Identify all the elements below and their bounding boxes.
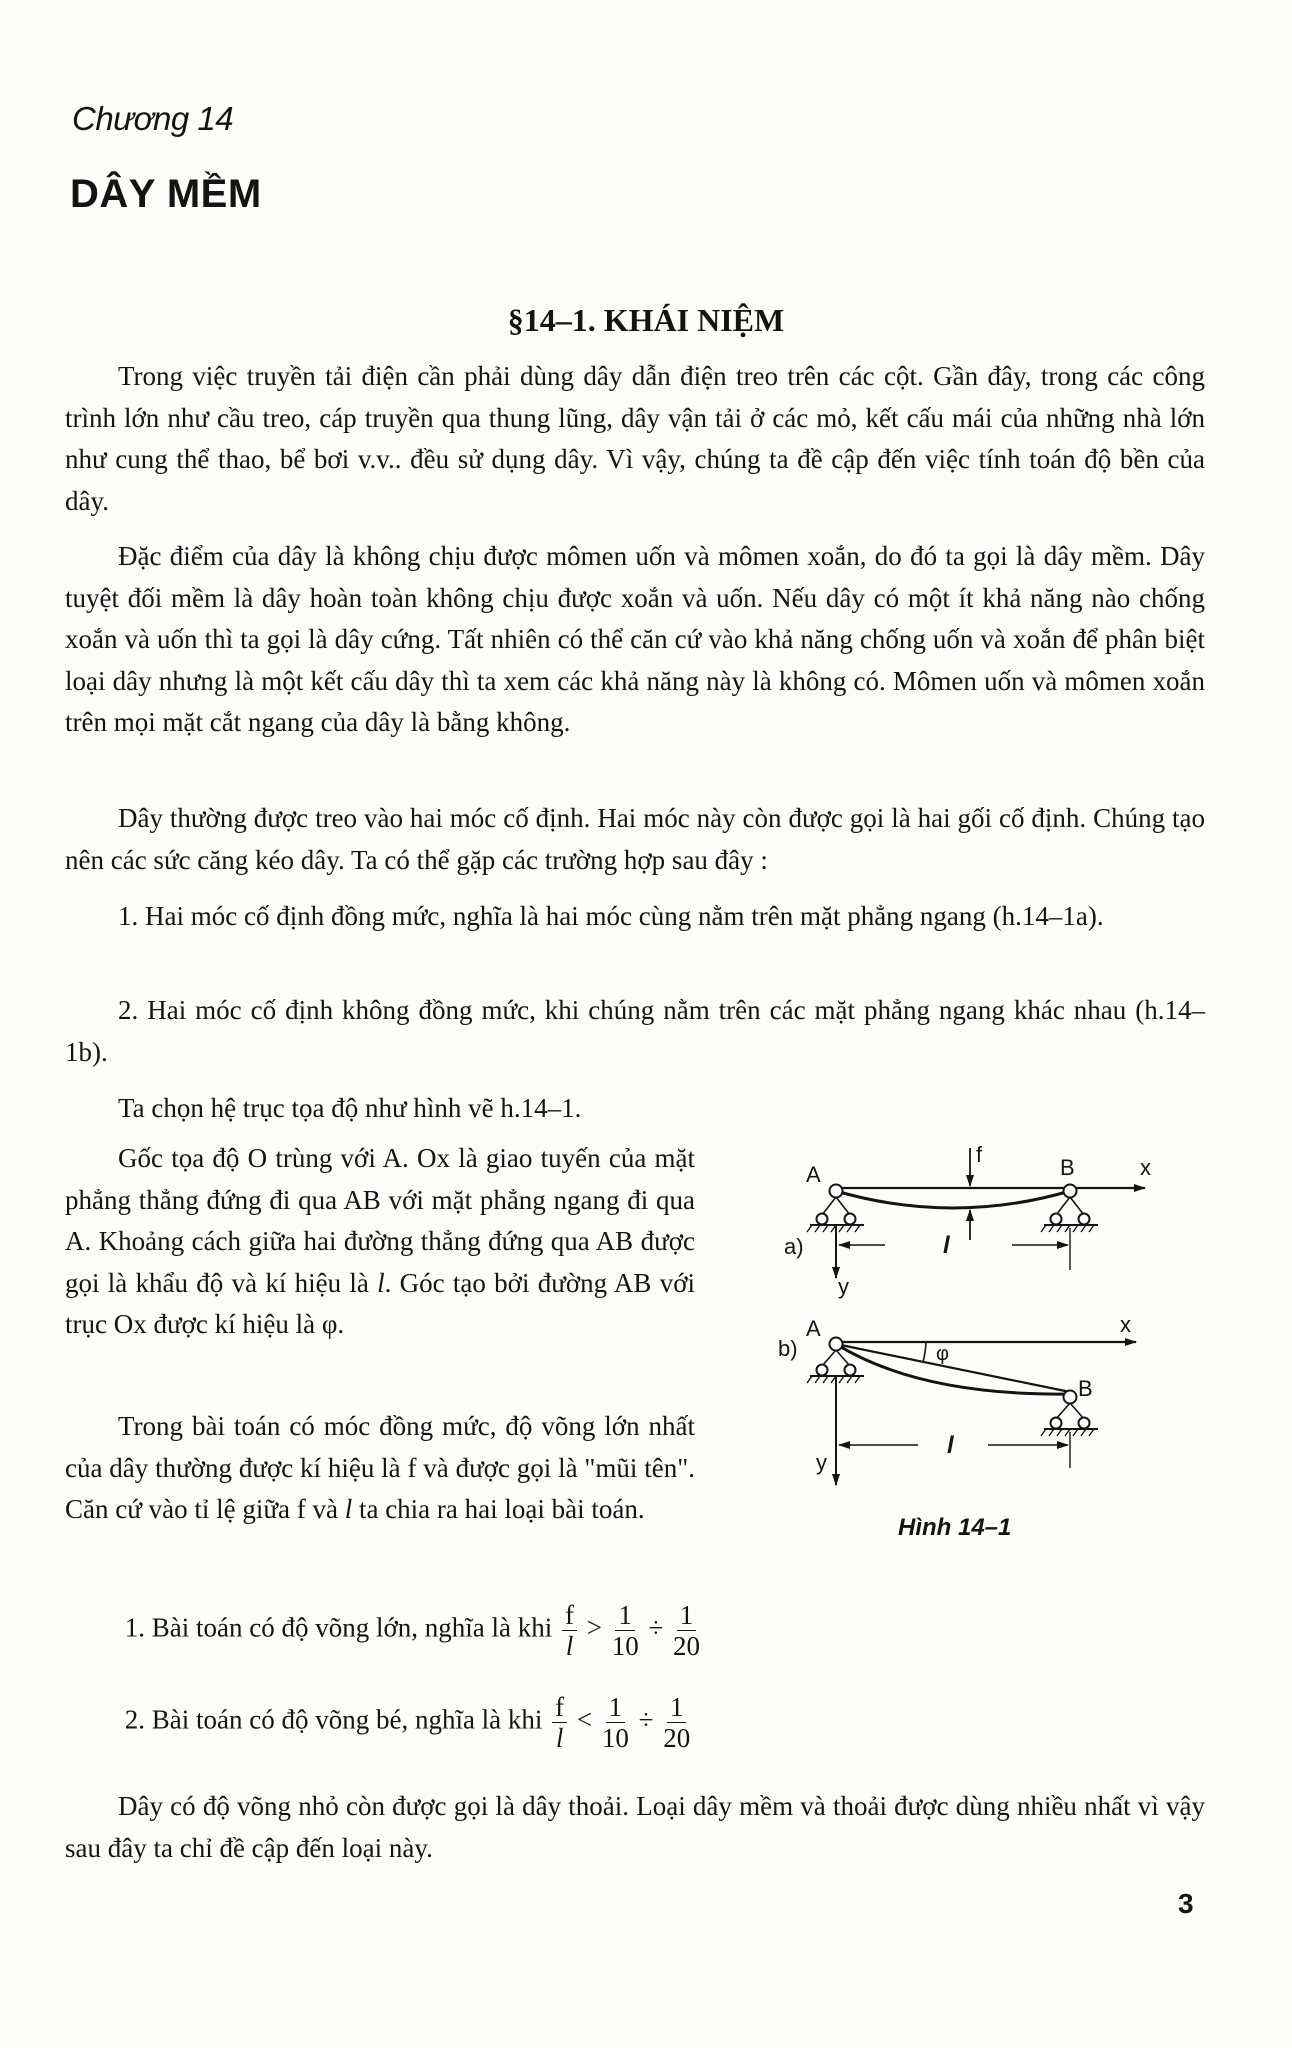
paragraph-case-2 xyxy=(65,990,1205,1073)
chapter-label: Chương 14 xyxy=(72,100,234,137)
pin-support-b xyxy=(1041,1185,1098,1233)
range-operator: ÷ xyxy=(638,1704,654,1735)
fraction-denominator: 20 xyxy=(663,1723,691,1753)
case-small-sag-text: 2. Bài toán có độ võng bé, nghĩa là khi xyxy=(124,1704,543,1735)
paragraph-characteristics-text: Đặc điểm của dây là không chịu được mômen uốn và mômen xoắn, do đó ta gọi là dây mềm. Dây tuyệt đối mềm là dây hoàn toàn không chịu được xoắn và uốn. Nếu dây có một ít khả năng nào chống xoắn và uốn thì ta gọi là dây cứng. Tất nhiên có thể căn cứ vào khả năng chống uốn và xoắn để phân biệt loại dây nhưng là một kết cấu dây thì ta xem các khả năng này là không có. Mômen uốn và mômen xoắn trên mọi mặt cắt ngang của dây là bằng không. xyxy=(65,541,1205,737)
fraction-numerator: 1 xyxy=(667,1692,687,1723)
fraction-1-over-10 xyxy=(612,1600,639,1661)
paragraph-case-1-text: 1. Hai móc cố định đồng mức, nghĩa là hai móc cùng nằm trên mặt phẳng ngang (h.14–1a). xyxy=(118,901,1104,931)
fraction-f-over-l xyxy=(562,1600,577,1661)
label-a-axis-y: y xyxy=(838,1274,849,1299)
fraction-numerator: 1 xyxy=(677,1600,697,1631)
cable-a xyxy=(836,1191,1070,1208)
case-small-sag xyxy=(65,1692,693,1753)
label-a-sag: f xyxy=(976,1142,983,1167)
paragraph-hooks-text: Dây thường được treo vào hai móc cố định. Hai móc này còn được gọi là hai gối cố định. Chúng tạo nên các sức căng kéo dây. Ta có thể gặp các trường hợp sau đây : xyxy=(65,803,1205,875)
paragraph-origin-text-a: Gốc tọa độ O trùng với A. Ox là giao tuyến của mặt phẳng thẳng đứng đi qua AB với mặt phẳng ngang đi qua A. Khoảng cách giữa hai đường thẳng đứng qua AB được gọi là khẩu độ và kí hiệu là xyxy=(65,1143,695,1298)
fraction-1-over-10 xyxy=(602,1692,629,1753)
paragraph-sag-text-a: Trong bài toán có móc đồng mức, độ võng lớn nhất của dây thường được kí hiệu là f và được gọi là "mũi tên". Căn cứ vào tỉ lệ giữa f và xyxy=(65,1411,695,1524)
label-a-axis-x: x xyxy=(1140,1155,1151,1180)
figure-caption: Hình 14–1 xyxy=(898,1514,1012,1541)
label-b-point-a: A xyxy=(806,1316,821,1341)
paragraph-origin xyxy=(65,1138,695,1346)
diagram-b xyxy=(778,1312,1136,1485)
paragraph-conclusion xyxy=(65,1786,1205,1869)
label-b-axis-x: x xyxy=(1120,1312,1131,1337)
case-large-sag-text: 1. Bài toán có độ võng lớn, nghĩa là khi xyxy=(124,1612,553,1643)
paragraph-axes-text: Ta chọn hệ trục tọa độ như hình vẽ h.14–1. xyxy=(118,1093,582,1123)
span-symbol: l xyxy=(377,1267,385,1298)
fraction-1-over-20 xyxy=(663,1692,690,1753)
paragraph-intro xyxy=(65,356,1205,522)
fraction-denominator: 10 xyxy=(601,1723,629,1753)
fraction-f-over-l xyxy=(552,1692,567,1753)
paragraph-origin-text-b: . Góc tạo bởi đường AB với trục Ox được kí hiệu là φ. xyxy=(65,1267,695,1339)
fraction-denominator: l xyxy=(565,1631,574,1661)
paragraph-case-2-text: 2. Hai móc cố định không đồng mức, khi chúng nằm trên các mặt phẳng ngang khác nhau (h.14–1b). xyxy=(65,995,1205,1067)
fraction-denominator: 20 xyxy=(673,1631,701,1661)
paragraph-sag-text-b: ta chia ra hai loại bài toán. xyxy=(352,1494,645,1524)
label-b-span: l xyxy=(947,1432,954,1459)
paragraph-intro-text: Trong việc truyền tải điện cần phải dùng dây dẫn điện treo trên các cột. Gần đây, trong các công trình lớn như cầu treo, cáp truyền qua thung lũng, dây vận tải ở các mỏ, kết cấu mái của những nhà lớn như cung thể thao, bể bơi v.v.. đều sử dụng dây. Vì vậy, chúng ta đề cập đến việc tính toán độ bền của dây. xyxy=(65,361,1205,516)
paragraph-hooks xyxy=(65,798,1205,881)
paragraph-characteristics xyxy=(65,536,1205,744)
fraction-denominator: 10 xyxy=(611,1631,639,1661)
label-b: b) xyxy=(778,1336,798,1361)
figure-diagram xyxy=(740,1100,1200,1560)
label-b-point-b: B xyxy=(1078,1376,1093,1401)
diagram-a xyxy=(784,1142,1151,1299)
fraction-1-over-20 xyxy=(673,1600,700,1661)
fraction-numerator: 1 xyxy=(606,1692,626,1723)
fraction-numerator: f xyxy=(552,1692,567,1723)
section-heading: §14–1. KHÁI NIỆM xyxy=(507,302,785,338)
chapter-title: DÂY MỀM xyxy=(70,172,262,216)
paragraph-conclusion-text: Dây có độ võng nhỏ còn được gọi là dây thoải. Loại dây mềm và thoải được dùng nhiều nhất vì vậy sau đây ta chỉ đề cập đến loại này. xyxy=(65,1791,1205,1863)
label-a-span: l xyxy=(943,1232,950,1259)
page-number: 3 xyxy=(1178,1888,1194,1919)
comparison-operator: > xyxy=(586,1612,602,1643)
fraction-numerator: f xyxy=(562,1600,577,1631)
range-operator: ÷ xyxy=(648,1612,664,1643)
fraction-numerator: 1 xyxy=(615,1600,635,1631)
label-b-angle: φ xyxy=(936,1343,949,1365)
angle-arc xyxy=(923,1342,926,1362)
paragraph-sag xyxy=(65,1406,695,1531)
case-large-sag xyxy=(65,1600,703,1661)
fraction-denominator: l xyxy=(555,1723,564,1753)
label-a-point-a: A xyxy=(806,1162,821,1187)
label-b-axis-y: y xyxy=(816,1450,827,1475)
paragraph-case-1 xyxy=(65,896,1205,938)
label-a: a) xyxy=(784,1234,804,1259)
span-symbol: l xyxy=(344,1494,353,1524)
comparison-operator: < xyxy=(576,1704,593,1735)
label-a-point-b: B xyxy=(1060,1155,1075,1180)
figure-14-1 xyxy=(740,1100,1200,1560)
pin-support-a xyxy=(807,1185,864,1233)
